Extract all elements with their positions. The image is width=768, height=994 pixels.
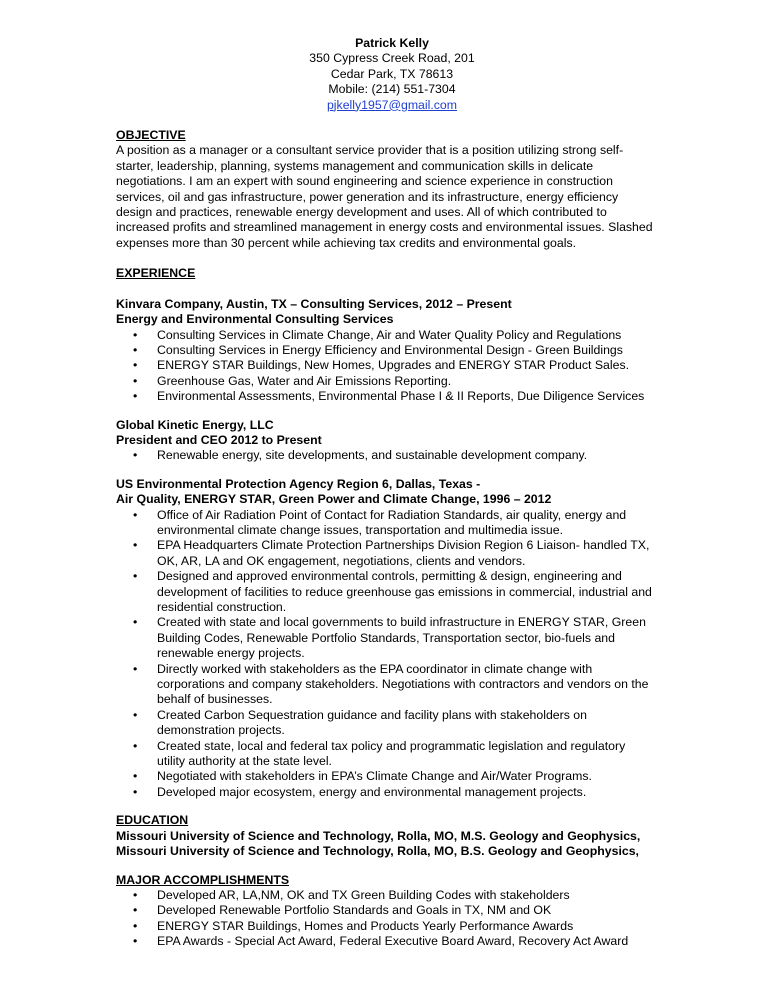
list-item: • Environmental Assessments, Environmental Phase I & II Reports, Due Diligence Services [116, 389, 656, 404]
list-item: • Negotiated with stakeholders in EPA’s Climate Change and Air/Water Programs. [116, 769, 656, 784]
job-entry-kinvara [116, 297, 656, 405]
job-entry-global-kinetic [116, 418, 656, 464]
list-item: • EPA Awards - Special Act Award, Federal Executive Board Award, Recovery Act Award [116, 934, 656, 949]
list-item: • Office of Air Radiation Point of Contact for Radiation Standards, air quality, energy and environmental climate change issues, transportation and multimedia issue. [116, 508, 656, 539]
accomplishments-heading: MAJOR ACCOMPLISHMENTS [116, 872, 290, 887]
education-section [116, 813, 656, 859]
objective-text: A position as a manager or a consultant service provider that is a position utilizing strong self-starter, leadership, planning, systems management and communication skills in delicate negotiations. I am an expert with sound engineering and science experience in construction services, oil and gas infrastructure, power generation and its infrastructure, energy efficiency design and practices, renewable energy development and uses. All of which contributed to increased profits and streamlined management in energy costs and environmental issues. Slashed expenses more than 30 percent while achieving tax credits and environmental goals. [116, 143, 653, 250]
address-line-1: 350 Cypress Creek Road, 201 [309, 51, 475, 66]
accomplishments-list [116, 888, 656, 950]
list-item: • Created Carbon Sequestration guidance and facility plans with stakeholders on demonstration projects. [116, 708, 656, 739]
list-item: • Directly worked with stakeholders as the EPA coordinator in climate change with corporations and company stakeholders. Negotiations with contractors and vendors on the behalf of businesses. [116, 662, 656, 708]
education-heading: EDUCATION [116, 813, 189, 828]
list-item: • EPA Headquarters Climate Protection Partnerships Division Region 6 Liaison- handled TX, OK, AR, LA and OK engagement, negotiations, clients and vendors. [116, 538, 656, 569]
list-item: • Renewable energy, site developments, and sustainable development company. [116, 448, 656, 463]
job-role: President and CEO 2012 to Present [116, 432, 322, 447]
list-item: • Greenhouse Gas, Water and Air Emissions Reporting. [116, 374, 656, 389]
job-role: Energy and Environmental Consulting Services [116, 312, 394, 327]
list-item: • Developed major ecosystem, energy and environmental management projects. [116, 785, 656, 800]
list-item: • Developed Renewable Portfolio Standards and Goals in TX, NM and OK [116, 903, 656, 918]
list-item: • Developed AR, LA,NM, OK and TX Green Building Codes with stakeholders [116, 888, 656, 903]
experience-heading: EXPERIENCE [116, 266, 196, 281]
job-bullet-list [116, 448, 656, 463]
list-item: • Created with state and local governments to build infrastructure in ENERGY STAR, Green Building Codes, Renewable Portfolio Standards, Transportation sector, bio-fuels and renewable energy projects. [116, 615, 656, 661]
job-bullet-list [116, 508, 656, 801]
resume-header [116, 36, 656, 113]
experience-section [116, 266, 656, 800]
email-link[interactable]: pjkelly1957@gmail.com [326, 97, 458, 112]
accomplishments-section [116, 873, 656, 950]
objective-heading: OBJECTIVE [116, 128, 186, 143]
candidate-name: Patrick Kelly [355, 36, 429, 50]
list-item: • Created state, local and federal tax policy and programmatic legislation and regulatory utility authority at the state level. [116, 739, 656, 770]
job-company: US Environmental Protection Agency Region 6, Dallas, Texas - [116, 476, 481, 491]
list-item: • ENERGY STAR Buildings, Homes and Products Yearly Performance Awards [116, 919, 656, 934]
job-company: Global Kinetic Energy, LLC [116, 417, 274, 432]
job-role: Air Quality, ENERGY STAR, Green Power and Climate Change, 1996 – 2012 [116, 492, 552, 507]
resume-page [116, 36, 656, 950]
education-line: Missouri University of Science and Technology, Rolla, MO, M.S. Geology and Geophysics, [116, 828, 641, 843]
education-line: Missouri University of Science and Technology, Rolla, MO, B.S. Geology and Geophysics, [116, 844, 639, 859]
objective-section [116, 128, 656, 251]
mobile-number: Mobile: (214) 551-7304 [328, 82, 456, 97]
list-item: • Consulting Services in Energy Efficiency and Environmental Design - Green Buildings [116, 343, 656, 358]
job-bullet-list [116, 328, 656, 405]
address-line-2: Cedar Park, TX 78613 [330, 66, 454, 81]
list-item: • Consulting Services in Climate Change, Air and Water Quality Policy and Regulations [116, 328, 656, 343]
job-entry-epa [116, 477, 656, 801]
job-company: Kinvara Company, Austin, TX – Consulting Services, 2012 – Present [116, 296, 512, 311]
list-item: • ENERGY STAR Buildings, New Homes, Upgrades and ENERGY STAR Product Sales. [116, 358, 656, 373]
list-item: • Designed and approved environmental controls, permitting & design, engineering and development of facilities to reduce greenhouse gas emissions in commercial, industrial and residential construction. [116, 569, 656, 615]
